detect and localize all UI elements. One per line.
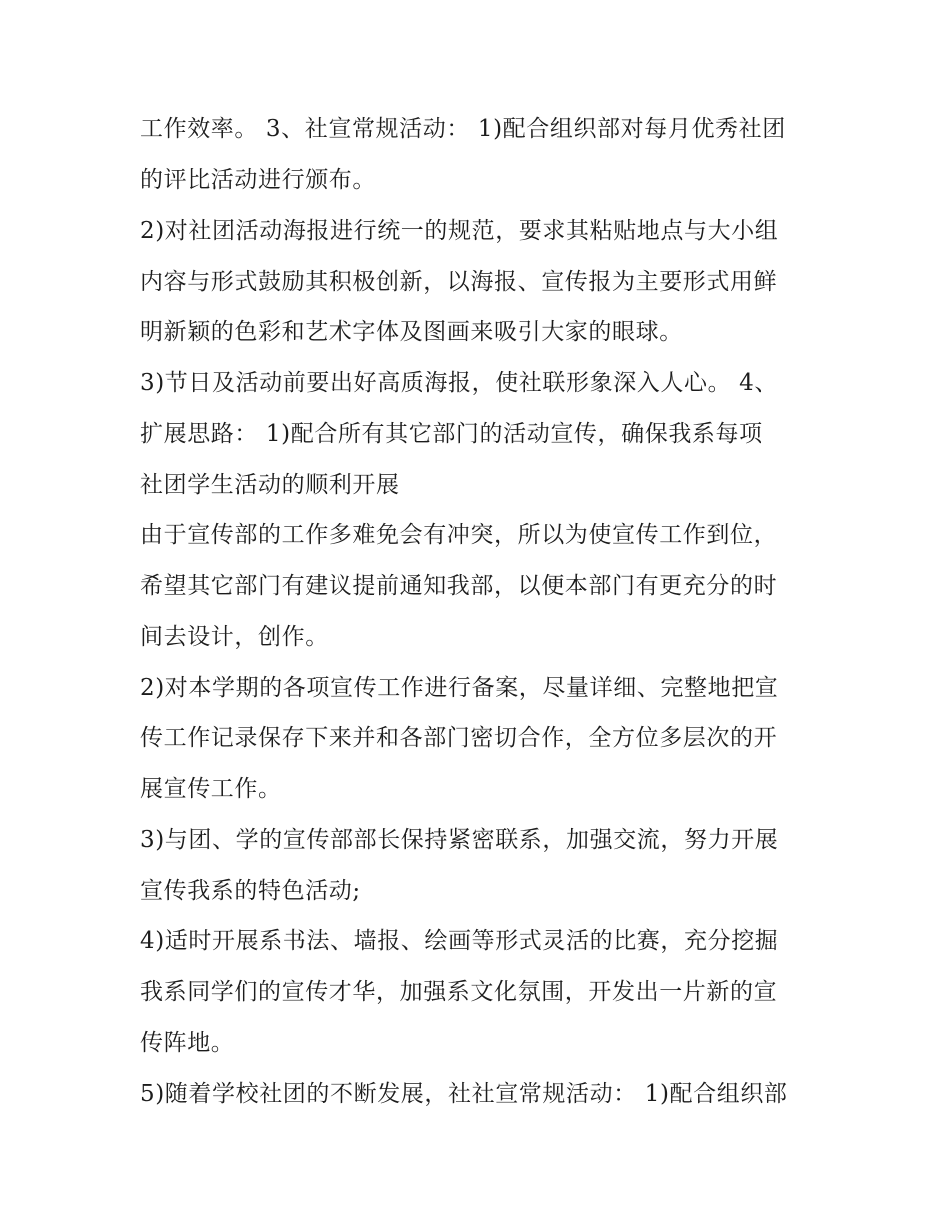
text-line: 的评比活动进行颁布。 <box>140 167 376 193</box>
text-line: 宣传我系的特色活动; <box>140 878 361 904</box>
text-line: 希望其它部门有建议提前通知我部，以便本部门有更充分的时 <box>140 573 778 599</box>
text-line: 2)对社团活动海报进行统一的规范，要求其粘贴地点与大小组 <box>140 218 779 244</box>
text-line: 扩展思路： 1)配合所有其它部门的活动宣传，确保我系每项 <box>140 421 763 447</box>
text-line: 传工作记录保存下来并和各部门密切合作，全方位多层次的开 <box>140 725 778 751</box>
text-line: 工作效率。 3、社宣常规活动： 1)配合组织部对每月优秀社团 <box>140 116 786 142</box>
text-line: 由于宣传部的工作多难免会有冲突，所以为使宣传工作到位， <box>140 522 778 548</box>
text-line: 明新颖的色彩和艺术字体及图画来吸引大家的眼球。 <box>140 319 683 345</box>
text-line: 传阵地。 <box>140 1030 235 1056</box>
text-line: 内容与形式鼓励其积极创新，以海报、宣传报为主要形式用鲜 <box>140 269 778 295</box>
text-line: 5)随着学校社团的不断发展，社社宣常规活动： 1)配合组织部 <box>140 1081 788 1107</box>
text-line: 我系同学们的宣传才华，加强系文化氛围，开发出一片新的宣 <box>140 979 778 1005</box>
text-line: 3)与团、学的宣传部部长保持紧密联系，加强交流，努力开展 <box>140 827 779 853</box>
text-line: 4)适时开展系书法、墙报、绘画等形式灵活的比赛，充分挖掘 <box>140 928 779 954</box>
text-line: 3)节日及活动前要出好高质海报，使社联形象深入人心。 4、 <box>140 370 778 396</box>
text-line: 社团学生活动的顺利开展 <box>140 472 400 498</box>
text-line: 2)对本学期的各项宣传工作进行备案，尽量详细、完整地把宣 <box>140 675 779 701</box>
text-line: 间去设计，创作。 <box>140 624 329 650</box>
text-line: 展宣传工作。 <box>140 776 282 802</box>
